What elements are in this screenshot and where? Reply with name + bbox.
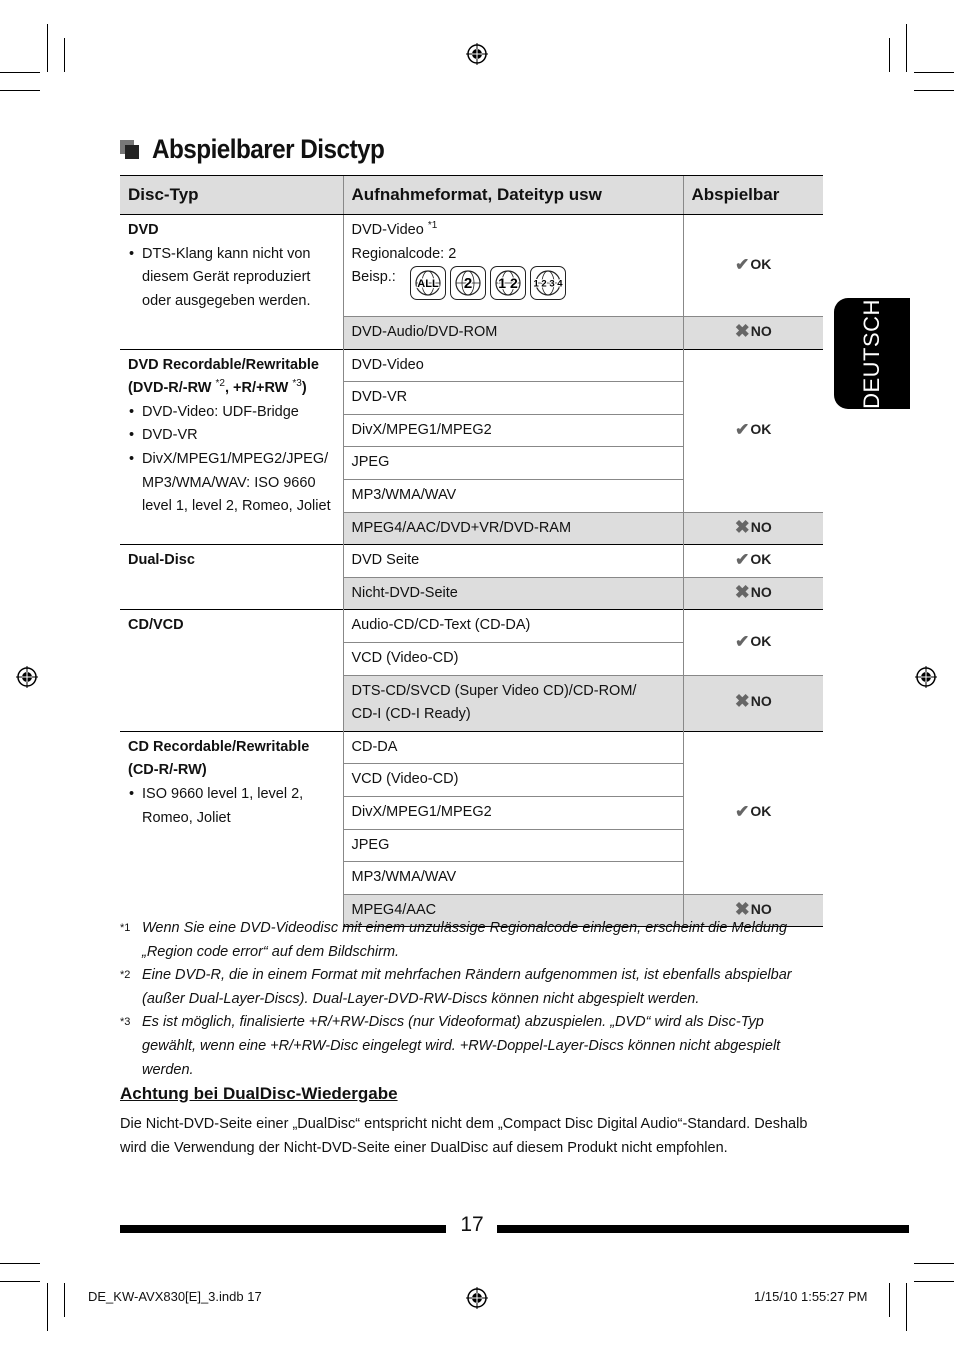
format-cell: DVD Seite bbox=[343, 545, 683, 578]
ok-label: OK bbox=[750, 551, 772, 568]
playable-cell bbox=[683, 545, 823, 578]
region-icon-label: 1 2 3 4 bbox=[533, 278, 563, 290]
ok-badge bbox=[735, 253, 771, 277]
region-2-icon bbox=[450, 266, 486, 300]
ok-badge bbox=[735, 630, 771, 654]
format-text: DVD-Video bbox=[351, 222, 424, 238]
format-cell: Nicht-DVD-Seite bbox=[343, 577, 683, 610]
check-icon: ✔ bbox=[735, 254, 750, 274]
cross-icon: ✖ bbox=[734, 321, 750, 341]
disc-type-note: • DVD-VR bbox=[128, 424, 335, 448]
format-cell: DVD-Audio/DVD-ROM bbox=[343, 317, 683, 350]
format-cell: VCD (Video-CD) bbox=[343, 764, 683, 797]
region-1-2-icon bbox=[490, 266, 526, 300]
footnote bbox=[120, 964, 820, 1011]
crop-mark bbox=[0, 90, 40, 91]
crop-mark bbox=[914, 1263, 954, 1264]
no-label: NO bbox=[750, 323, 772, 339]
disc-type-name: Dual-Disc bbox=[128, 552, 195, 569]
crop-mark bbox=[64, 1283, 65, 1317]
crop-mark bbox=[0, 72, 40, 73]
crop-mark bbox=[914, 90, 954, 91]
check-icon: ✔ bbox=[735, 631, 750, 651]
disc-type-name-part: CD Recordable/Rewritable bbox=[128, 738, 310, 755]
check-icon: ✔ bbox=[735, 801, 750, 821]
format-cell: JPEG bbox=[343, 829, 683, 862]
disc-type-note: • DTS-Klang kann nicht von diesem Gerät reproduziert oder ausgegeben werden. bbox=[128, 243, 335, 314]
crop-mark bbox=[47, 1283, 48, 1331]
disc-type-name-part: ) bbox=[301, 380, 307, 397]
footnote-mark: *2 bbox=[120, 969, 131, 982]
print-slug-file: DE_KW-AVX830[E]_3.indb 17 bbox=[88, 1289, 262, 1304]
disc-type-cell bbox=[120, 215, 343, 350]
disc-type-note: • ISO 9660 level 1, level 2, Romeo, Joliet bbox=[128, 783, 335, 830]
crop-mark bbox=[889, 1283, 890, 1317]
ok-badge bbox=[735, 800, 771, 824]
region-code-icons bbox=[410, 266, 566, 300]
table-header-row bbox=[120, 176, 823, 215]
ok-label: OK bbox=[750, 802, 772, 819]
disc-type-name-part: , +R/+RW bbox=[224, 380, 289, 397]
playable-cell bbox=[683, 512, 823, 545]
cross-icon: ✖ bbox=[734, 581, 750, 602]
no-label: NO bbox=[750, 900, 772, 917]
page-number: 17 bbox=[460, 1213, 484, 1236]
no-badge bbox=[735, 320, 772, 344]
format-cell: DivX/MPEG1/MPEG2 bbox=[343, 796, 683, 829]
disc-type-cell bbox=[120, 731, 343, 927]
ok-badge bbox=[735, 418, 771, 442]
language-side-tab-label: DEUTSCH bbox=[859, 298, 884, 409]
region-icon-label: 2 bbox=[463, 275, 473, 293]
column-header: Aufnahmeformat, Dateityp usw bbox=[343, 176, 683, 215]
footer-bar bbox=[120, 1225, 446, 1233]
format-cell bbox=[343, 675, 683, 731]
column-header: Disc-Typ bbox=[120, 176, 343, 215]
format-cell: DivX/MPEG1/MPEG2 bbox=[343, 414, 683, 447]
format-cell: DVD-VR bbox=[343, 382, 683, 415]
ok-badge bbox=[735, 548, 771, 572]
footnote-ref: *2 bbox=[215, 378, 225, 390]
footnote-mark: *3 bbox=[120, 1016, 131, 1029]
format-cell: MP3/WMA/WAV bbox=[343, 479, 683, 512]
cross-icon: ✖ bbox=[734, 516, 750, 537]
crop-mark bbox=[914, 72, 954, 73]
disc-type-name: DVD bbox=[128, 222, 159, 238]
ok-label: OK bbox=[750, 420, 772, 437]
playable-cell bbox=[683, 215, 823, 317]
crop-mark bbox=[914, 1281, 954, 1282]
format-cell: MP3/WMA/WAV bbox=[343, 862, 683, 895]
playable-cell bbox=[683, 349, 823, 512]
disc-type-name bbox=[128, 354, 335, 401]
no-badge bbox=[735, 690, 772, 714]
footnote bbox=[120, 1011, 820, 1082]
cross-icon: ✖ bbox=[734, 691, 750, 712]
crop-mark bbox=[64, 38, 65, 72]
disc-type-cell bbox=[120, 349, 343, 545]
format-cell: JPEG bbox=[343, 447, 683, 480]
region-1-2-3-4-icon bbox=[530, 266, 566, 300]
format-cell: VCD (Video-CD) bbox=[343, 642, 683, 675]
footnote-text: Wenn Sie eine DVD-Videodisc mit einem unzulässige Regionalcode einlegen, erscheint die Meldung „Region code error“ auf dem Bildschirm. bbox=[142, 920, 788, 960]
disc-type-name bbox=[128, 736, 335, 783]
print-slug-date: 1/15/10 1:55:27 PM bbox=[754, 1289, 868, 1304]
crop-mark bbox=[0, 1281, 40, 1282]
table-row bbox=[120, 610, 823, 643]
table-row bbox=[120, 215, 823, 317]
title-square-icon bbox=[120, 140, 138, 158]
no-label: NO bbox=[750, 583, 772, 600]
region-icon-label: 1 2 bbox=[498, 275, 518, 292]
playable-cell bbox=[683, 577, 823, 610]
crop-mark bbox=[906, 1283, 907, 1331]
region-icon-label: ALL bbox=[417, 278, 439, 291]
footnote-ref: *1 bbox=[427, 220, 438, 232]
footnote-ref: *3 bbox=[292, 378, 302, 390]
column-header: Abspielbar bbox=[683, 176, 823, 215]
format-cell: MPEG4/AAC bbox=[343, 894, 683, 927]
footer-bar bbox=[497, 1225, 909, 1233]
registration-mark-icon bbox=[466, 1287, 488, 1309]
page-title bbox=[120, 132, 410, 166]
format-cell: Audio-CD/CD-Text (CD-DA) bbox=[343, 610, 683, 643]
disc-type-name: CD/VCD bbox=[128, 617, 184, 634]
disc-type-name-part: DVD Recordable/Rewritable bbox=[128, 356, 319, 373]
footnote bbox=[120, 917, 820, 964]
format-text: Regionalcode: 2 bbox=[351, 245, 457, 262]
playable-cell bbox=[683, 317, 823, 350]
check-icon: ✔ bbox=[735, 550, 750, 570]
ok-label: OK bbox=[750, 255, 772, 272]
no-label: NO bbox=[750, 518, 772, 535]
disc-type-name-part: (DVD-R/-RW bbox=[128, 380, 212, 397]
ok-label: OK bbox=[750, 632, 772, 649]
region-all-icon bbox=[410, 266, 446, 300]
disc-type-note: • DivX/MPEG1/MPEG2/JPEG/ MP3/WMA/WAV: ISO 9660 level 1, level 2, Romeo, Joliet bbox=[128, 448, 335, 519]
page-title-text: Abspielbarer Disctyp bbox=[152, 133, 385, 164]
format-cell: DVD-Video bbox=[343, 349, 683, 382]
disc-type-table bbox=[120, 175, 823, 927]
registration-mark-icon bbox=[466, 43, 488, 65]
no-label: NO bbox=[750, 693, 772, 710]
format-text: DTS-CD/SVCD (Super Video CD)/CD-ROM/ bbox=[351, 682, 637, 699]
crop-mark bbox=[0, 1263, 40, 1264]
format-text: Beisp.: bbox=[351, 269, 396, 286]
check-icon: ✔ bbox=[735, 419, 750, 439]
footnote-text: Es ist möglich, finalisierte +R/+RW-Discs (nur Videoformat) abzuspielen. „DVD“ wird als Disc-Typ gewählt, wenn eine +R/+RW-Disc eingelegt wird. +RW-Doppel-Layer-Discs können nicht abgespielt werden. bbox=[142, 1014, 781, 1078]
disc-type-name-part: (CD-R/-RW) bbox=[128, 762, 207, 779]
disc-type-cell bbox=[120, 545, 343, 610]
registration-mark-icon bbox=[915, 666, 937, 688]
footnote-mark: *1 bbox=[120, 922, 131, 934]
format-cell: MPEG4/AAC/DVD+VR/DVD-RAM bbox=[343, 512, 683, 545]
format-cell: CD-DA bbox=[343, 731, 683, 764]
no-badge bbox=[735, 581, 772, 605]
caution-text: Die Nicht-DVD-Seite einer „DualDisc“ entspricht nicht dem „Compact Disc Digital Audio“-Standard. Deshalb wird die Verwendung der Nicht-DVD-Seite einer DualDisc auf diesem Produkt nicht empfohlen. bbox=[120, 1116, 808, 1156]
table-row bbox=[120, 349, 823, 382]
registration-mark-icon bbox=[16, 666, 38, 688]
language-side-tab bbox=[834, 298, 910, 409]
playable-cell bbox=[683, 731, 823, 894]
caution-heading: Achtung bei DualDisc-Wiedergabe bbox=[120, 1084, 398, 1103]
no-badge bbox=[735, 516, 772, 540]
playable-cell bbox=[683, 675, 823, 731]
table-row bbox=[120, 545, 823, 578]
playable-cell bbox=[683, 610, 823, 675]
footnote-text: Eine DVD-R, die in einem Format mit mehrfachen Rändern aufgenommen ist, ist ebenfalls abspielbar (außer Dual-Layer-Discs). Dual-Layer-DVD-RW-Discs können nicht abgespielt werden. bbox=[142, 967, 792, 1007]
crop-mark bbox=[47, 24, 48, 72]
format-cell bbox=[343, 215, 683, 317]
crop-mark bbox=[906, 24, 907, 72]
crop-mark bbox=[889, 38, 890, 72]
disc-type-note: • DVD-Video: UDF-Bridge bbox=[128, 401, 335, 425]
format-text: CD-I (CD-I Ready) bbox=[351, 706, 471, 723]
disc-type-cell bbox=[120, 610, 343, 731]
footnotes bbox=[120, 917, 820, 1082]
table-row bbox=[120, 731, 823, 764]
cross-icon: ✖ bbox=[734, 898, 750, 919]
